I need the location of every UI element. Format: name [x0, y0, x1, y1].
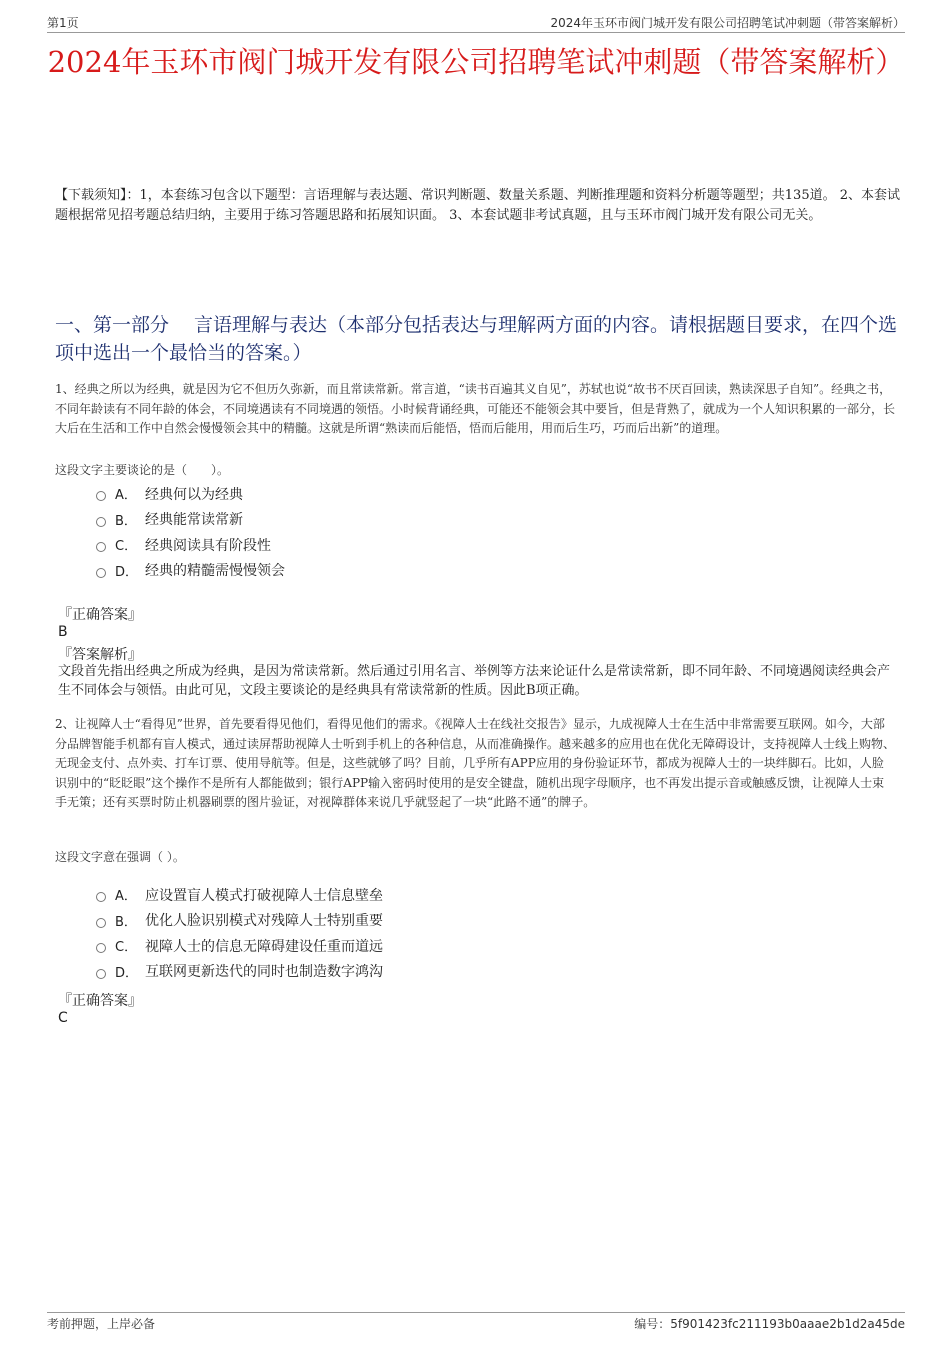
radio-icon[interactable]	[96, 918, 106, 928]
correct-answer: B	[58, 624, 68, 640]
question-2-options	[96, 882, 696, 984]
radio-icon[interactable]	[96, 517, 106, 527]
question-1-stem: 1、经典之所以为经典，就是因为它不但历久弥新，而且常读常新。常言道，“读书百遍其义自见”，苏轼也说“故书不厌百回读，熟读深思子自知”。经典之书，不同年龄读有不同年龄的体会，不同境遇读有不同境遇的领悟。小时候背诵经典，可能还不能领会其中要旨，但是背熟了，就成为一个人知识积累的一部分，长大后在生活和工作中自然会慢慢领会其中的精髓。这就是所谓“熟读而后能悟，悟而后能用，用而后生巧，巧而后出新”的道理。	[55, 382, 896, 435]
analysis-label: 『答案解析』	[58, 647, 142, 663]
radio-icon[interactable]	[96, 892, 106, 902]
correct-answer-label: 『正确答案』	[58, 607, 142, 623]
question-2-prompt: 这段文字意在强调（ ）。	[55, 850, 185, 864]
radio-icon[interactable]	[96, 568, 106, 578]
option-b[interactable]: B． 经典能常读常新	[96, 507, 696, 533]
option-b[interactable]: B． 优化人脸识别模式对残障人士特别重要	[96, 908, 696, 934]
option-c[interactable]: C． 经典阅读具有阶段性	[96, 532, 696, 558]
page-header	[47, 14, 905, 33]
option-c[interactable]: C． 视障人士的信息无障碍建设任重而道远	[96, 933, 696, 959]
question-1-prompt: 这段文字主要谈论的是（ ）。	[55, 463, 230, 477]
section-heading: 一、第一部分 言语理解与表达（本部分包括表达与理解两方面的内容。请根据题目要求，在四个选项中选出一个最恰当的答案。）	[55, 314, 898, 364]
answer-analysis: 文段首先指出经典之所成为经典，是因为常读常新。然后通过引用名言、举例等方法来论证什么是常读常新，即不同年龄、不同境遇阅读经典会产生不同体会与领悟。由此可见，文段主要谈论的是经典具有常读常新的性质。因此B项正确。	[58, 664, 891, 698]
option-d[interactable]: D． 互联网更新迭代的同时也制造数字鸿沟	[96, 959, 696, 985]
page-title: 2024年玉环市阀门城开发有限公司招聘笔试冲刺题（带答案解析）	[47, 45, 905, 79]
radio-icon[interactable]	[96, 542, 106, 552]
option-a[interactable]: A． 应设置盲人模式打破视障人士信息壁垒	[96, 882, 696, 908]
page-footer	[47, 1312, 905, 1333]
radio-icon[interactable]	[96, 491, 106, 501]
option-a[interactable]: A． 经典何以为经典	[96, 481, 696, 507]
footer-slogan: 考前押题，上岸必备	[47, 1317, 156, 1331]
radio-icon[interactable]	[96, 969, 106, 979]
option-d[interactable]: D． 经典的精髓需慢慢领会	[96, 558, 696, 584]
header-doc-title: 2024年玉环市阀门城开发有限公司招聘笔试冲刺题（带答案解析）	[550, 16, 905, 30]
page-number: 第1页	[47, 16, 79, 30]
download-notice: 【下载须知】：1，本套练习包含以下题型：言语理解与表达题、常识判断题、数量关系题、判断推理题和资料分析题等题型；共135道。 2、本套试题根据常见招考题总结归纳，主要用于练习答题思路和拓展知识面。 3、本套试题非考试真题，且与玉环市阀门城开发有限公司无关。	[55, 188, 900, 223]
question-2-stem: 2、让视障人士“看得见”世界，首先要看得见他们，看得见他们的需求。《视障人士在线社交报告》显示，九成视障人士在生活中非常需要互联网。如今，大部分品牌智能手机都有盲人模式，通过读屏帮助视障人士听到手机上的各种信息，从而准确操作。越来越多的应用也在优化无障碍设计，支持视障人士线上购物、无现金支付、点外卖、打车订票、使用导航等。但是，这些就够了吗？目前，几乎所有APP应用的身份验证环节，都成为视障人士的一块绊脚石。比如，人脸识别中的“眨眨眼”这个操作不是所有人都能做到；银行APP输入密码时使用的是安全键盘，随机出现字母顺序，也不再发出提示音或触感反馈，让视障人士束手无策；还有买票时防止机器刷票的图片验证，对视障群体来说几乎就竖起了一块“此路不通”的牌子。	[55, 717, 896, 809]
document-code: 编号：5f901423fc211193b0aaae2b1d2a45de	[634, 1317, 905, 1331]
correct-answer: C	[58, 1010, 68, 1026]
question-1-options	[96, 481, 696, 583]
radio-icon[interactable]	[96, 943, 106, 953]
correct-answer-label: 『正确答案』	[58, 993, 142, 1009]
